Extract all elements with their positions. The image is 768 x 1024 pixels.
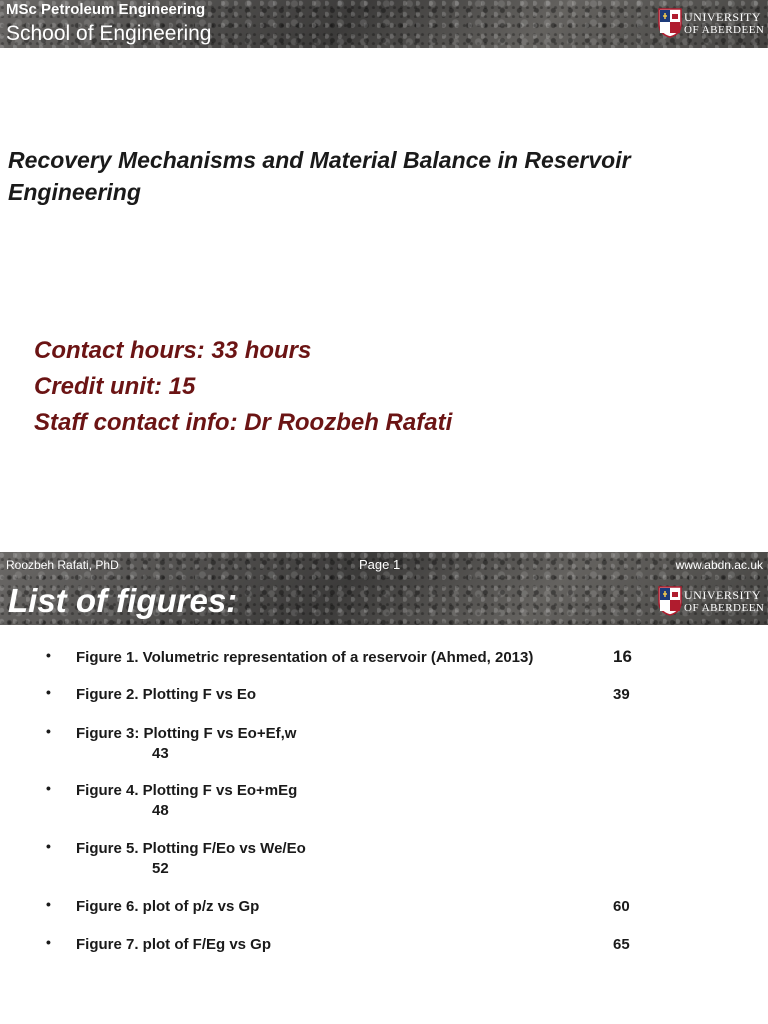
figure-page: 39 xyxy=(613,686,630,703)
university-name-line2: OF ABERDEEN xyxy=(684,602,765,614)
contact-hours: Contact hours: 33 hours xyxy=(34,337,312,364)
crest-icon xyxy=(658,586,682,616)
university-name-line1: UNIVERSITY xyxy=(684,588,761,602)
figure-page: 43 xyxy=(152,745,169,762)
figure-label: Figure 7. plot of F/Eg vs Gp xyxy=(76,936,272,953)
figure-label: Figure 1. Volumetric representation of a reservoir (Ahmed, 2013) xyxy=(76,649,534,666)
school-name: School of Engineering xyxy=(6,22,212,45)
figure-label: Figure 2. Plotting F vs Eo xyxy=(76,686,257,703)
figure-page: 60 xyxy=(613,898,630,915)
list-of-figures-heading: List of figures: xyxy=(8,582,238,619)
bullet: • xyxy=(46,896,51,912)
credit-unit: Credit unit: 15 xyxy=(34,373,196,400)
top-header-band xyxy=(0,0,768,48)
bullet: • xyxy=(46,780,51,796)
footer-author: Roozbeh Rafati, PhD xyxy=(6,558,119,572)
course-contact-info xyxy=(34,333,452,441)
footer-page-number: Page 1 xyxy=(359,557,401,572)
crest-icon xyxy=(658,8,682,38)
figure-label: Figure 5. Plotting F/Eo vs We/Eo xyxy=(76,840,306,857)
bullet: • xyxy=(46,647,51,663)
program-name: MSc Petroleum Engineering xyxy=(6,1,206,18)
footer-website-link[interactable]: www.abdn.ac.uk xyxy=(675,558,763,572)
bullet: • xyxy=(46,838,51,854)
course-title: Recovery Mechanisms and Material Balance in Reservoir Engineering xyxy=(8,147,631,205)
figure-page: 16 xyxy=(613,647,632,666)
university-logo xyxy=(658,6,764,42)
bullet: • xyxy=(46,684,51,700)
staff-contact: Staff contact info: Dr Roozbeh Rafati xyxy=(34,409,453,436)
figure-page: 65 xyxy=(613,936,630,953)
figure-label: Figure 3: Plotting F vs Eo+Ef,w xyxy=(76,725,297,742)
university-name-line1: UNIVERSITY xyxy=(684,10,761,24)
figure-label: Figure 4. Plotting F vs Eo+mEg xyxy=(76,782,298,799)
bullet: • xyxy=(46,934,51,950)
bullet: • xyxy=(46,723,51,739)
university-logo xyxy=(658,584,764,620)
figure-page: 48 xyxy=(152,802,169,819)
figure-label: Figure 6. plot of p/z vs Gp xyxy=(76,898,260,915)
figure-page: 52 xyxy=(152,860,169,877)
university-name-line2: OF ABERDEEN xyxy=(684,24,765,36)
page-break-band xyxy=(0,552,768,625)
